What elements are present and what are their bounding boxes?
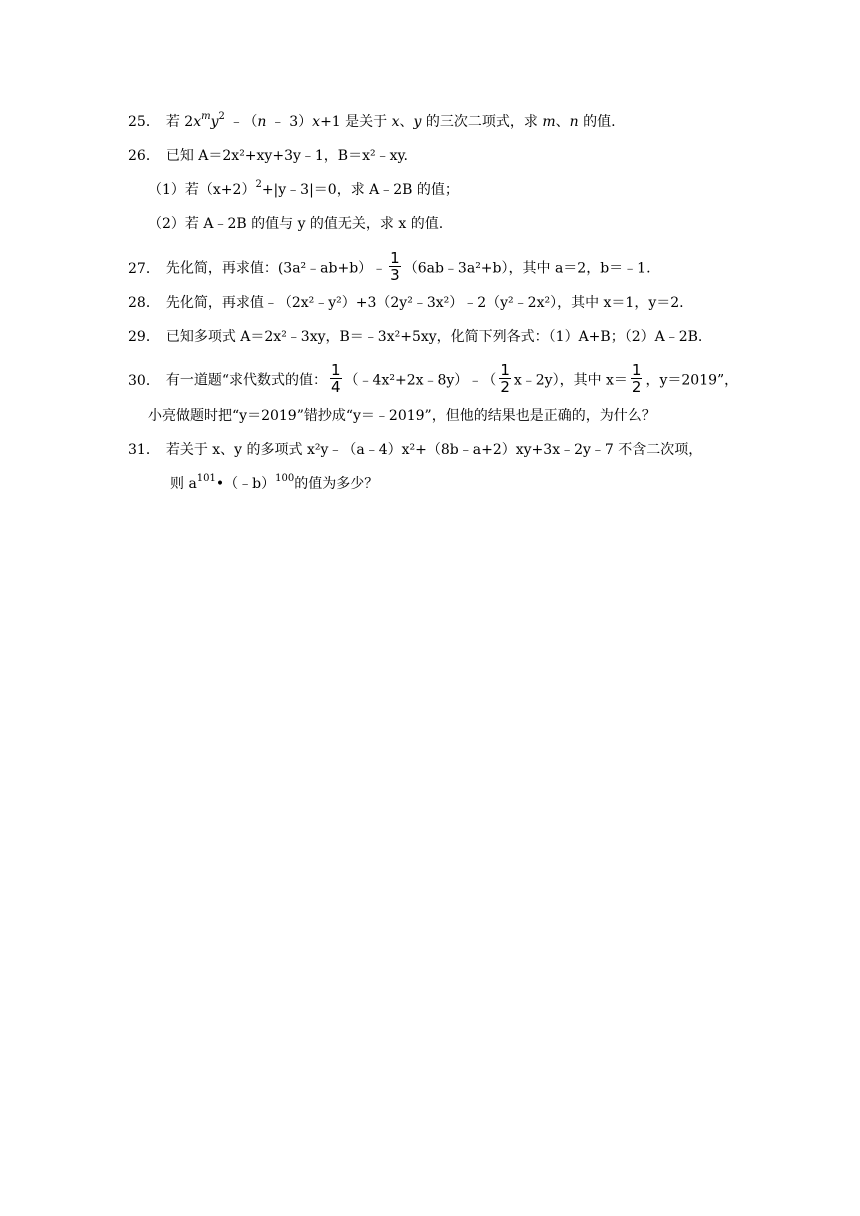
numerator: 1 [500, 361, 510, 379]
problem-25 [128, 113, 616, 131]
problem-text: 若 2 [165, 114, 194, 130]
problem-29 [128, 328, 702, 346]
math-var: y [210, 114, 219, 130]
problem-number: 28． [128, 295, 160, 311]
problem-text: ，y＝2019”， [645, 372, 739, 389]
denominator: 2 [500, 378, 510, 396]
problem-number: 30． [128, 372, 160, 389]
numerator: 1 [331, 361, 341, 379]
exponent: 100 [275, 473, 295, 485]
problem-text: 已知多项式 A＝2x²﹣3xy，B＝﹣3x²+5xy，化简下列各式：（1）A+B；（2）A﹣2B. [165, 329, 703, 345]
math-var: x [193, 114, 202, 130]
problem-text: 有一道题“求代数式的值： [165, 372, 327, 389]
problem-number: 25． [128, 114, 160, 130]
problem-26-part-1 [148, 181, 459, 199]
problem-text: 若关于 x、y 的多项式 x²y﹣（a﹣4）x²+（8b﹣a+2）xy+3x﹣2y﹣7 不含二次项， [165, 442, 703, 458]
problem-text: •（﹣b） [215, 476, 276, 492]
problem-number: 26． [128, 148, 160, 164]
problem-text: 、 [399, 114, 414, 130]
fraction [389, 250, 401, 283]
exponent: m [201, 111, 211, 123]
problem-text: （﹣4x²+2x﹣8y）﹣（ [344, 372, 497, 389]
problem-text: 、 [555, 114, 570, 130]
math-var: y [413, 114, 422, 130]
problem-30 [128, 361, 739, 397]
numerator: 1 [631, 361, 642, 379]
problem-text: （6ab﹣3a²+b），其中 a＝2，b＝﹣1. [403, 260, 651, 277]
problem-text: +1 是关于 [320, 114, 392, 130]
fraction [631, 362, 643, 395]
problem-number: 27． [128, 260, 160, 277]
denominator: 2 [631, 378, 642, 396]
problem-text: 的值. [578, 114, 616, 130]
problem-text: 的三次二项式，求 [421, 114, 543, 130]
problem-text: ﹣（ [224, 114, 258, 130]
problem-26 [128, 147, 408, 165]
numerator: 1 [390, 249, 400, 267]
exponent: 101 [196, 473, 216, 485]
problem-text: 的值为多少？ [294, 476, 379, 492]
problem-text: 小亮做题时把“y＝2019”错抄成“y＝﹣2019”，但他的结果也是正确的，为什么？ [148, 408, 656, 424]
problem-31-line-2 [170, 475, 378, 493]
problem-text: （1）若（x+2） [148, 182, 256, 198]
math-var: n [569, 114, 579, 130]
problem-number: 31． [128, 442, 160, 458]
denominator: 4 [331, 378, 341, 396]
problem-27 [128, 249, 651, 285]
problem-text: x﹣2y），其中 x＝ [513, 372, 628, 389]
fraction [499, 362, 511, 395]
problem-text: 先化简，再求值：(3a²﹣ab+b）﹣ [165, 260, 387, 277]
problem-text: 先化简，再求值﹣（2x²﹣y²）+3（2y²﹣3x²）﹣2（y²﹣2x²），其中 x＝1，y＝2. [165, 295, 684, 311]
exponent: 2 [255, 179, 262, 191]
problem-text: ﹣ 3） [266, 114, 313, 130]
problem-26-part-2 [148, 215, 443, 233]
math-var: n [257, 114, 267, 130]
math-var: x [312, 114, 321, 130]
math-var: x [391, 114, 400, 130]
denominator: 3 [390, 266, 400, 284]
problem-text: 则 a [170, 476, 197, 492]
exponent: 2 [218, 111, 225, 123]
problem-number: 29． [128, 329, 160, 345]
problem-30-line-2 [148, 407, 656, 425]
fraction [330, 362, 342, 395]
math-var: m [542, 114, 556, 130]
problem-text: 已知 A＝2x²+xy+3y﹣1，B＝x²﹣xy. [165, 148, 408, 164]
problem-text: +|y﹣3|＝0，求 A﹣2B 的值； [261, 182, 459, 198]
problem-text: （2）若 A﹣2B 的值与 y 的值无关，求 x 的值. [148, 216, 444, 232]
problem-31 [128, 441, 702, 459]
problem-28 [128, 294, 684, 312]
